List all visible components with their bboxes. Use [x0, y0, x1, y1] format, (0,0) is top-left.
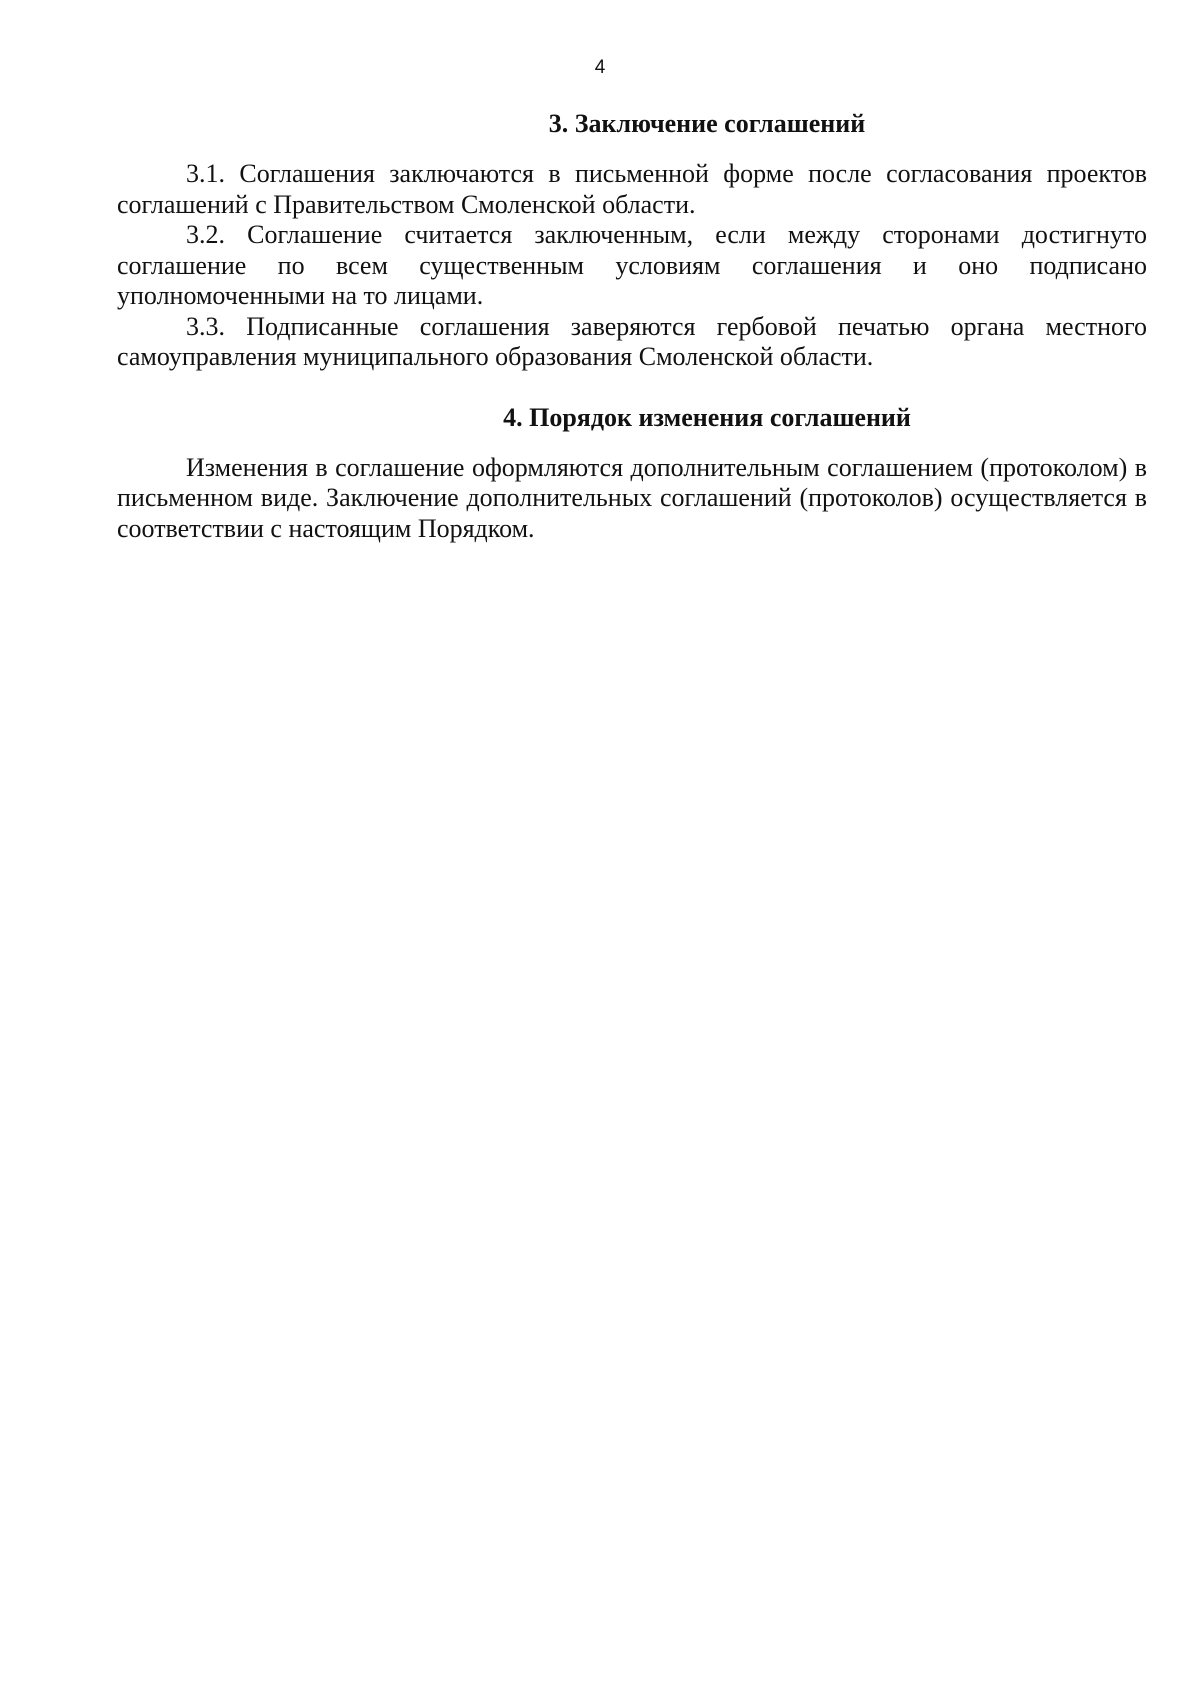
paragraph-3-3: 3.3. Подписанные соглашения заверяются гербовой печатью органа местного самоуправления муниципального образования Смоленской области. [117, 311, 1147, 371]
paragraph-3-1: 3.1. Соглашения заключаются в письменной форме после согласования проектов соглашений с Правительством Смоленской области. [117, 159, 1147, 219]
document-body [117, 108, 1147, 544]
page-number: 4 [594, 57, 606, 78]
paragraph-4-1: Изменения в соглашение оформляются дополнительным соглашением (протоколом) в письменном виде. Заключение дополнительных соглашений (протоколов) осуществляется в соответствии с настоящим Порядком. [117, 452, 1147, 543]
section-3-heading: 3. Заключение соглашений [548, 109, 866, 138]
section-4-heading: 4. Порядок изменения соглашений [503, 402, 911, 432]
paragraph-3-2: 3.2. Соглашение считается заключенным, если между сторонами достигнуто соглашение по всем существенным условиям соглашения и оно подписано уполномоченными на то лицами. [117, 220, 1147, 310]
